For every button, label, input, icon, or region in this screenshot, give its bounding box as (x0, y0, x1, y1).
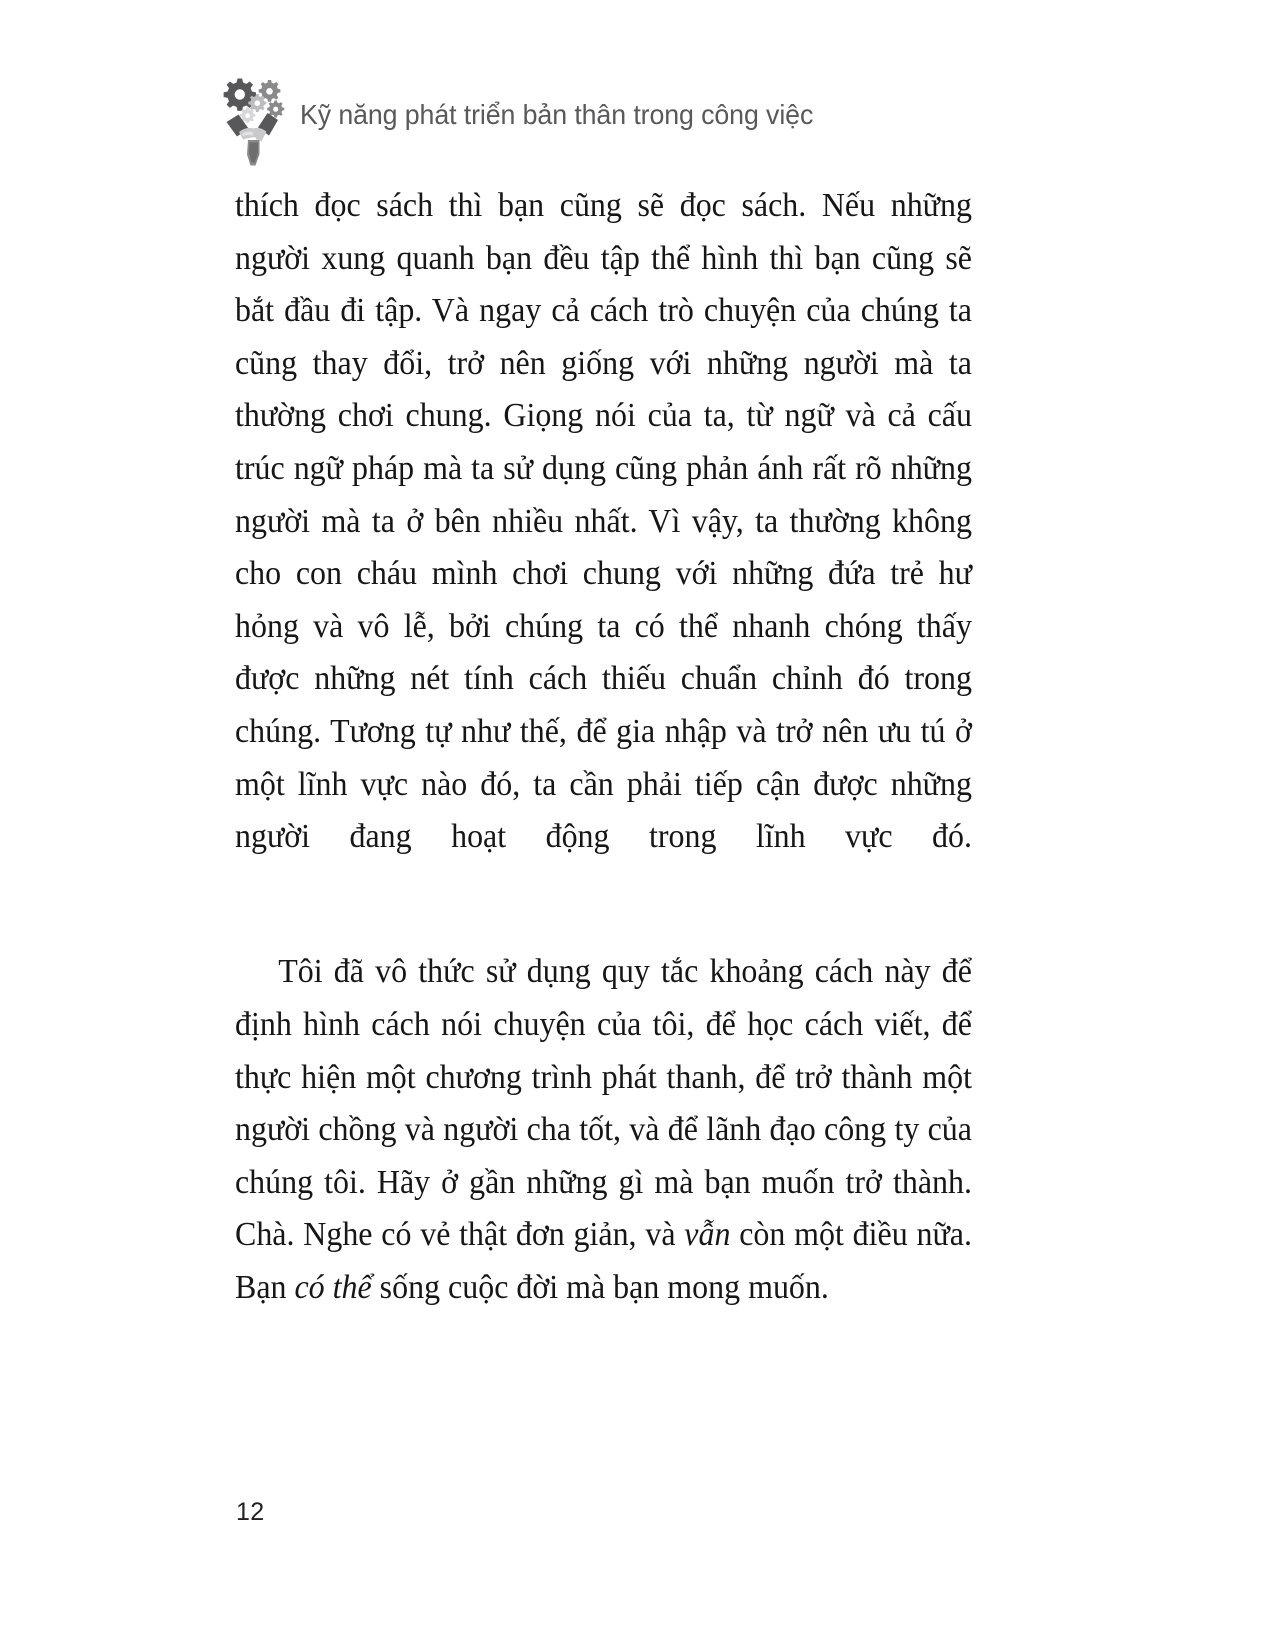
running-header-title: Kỹ năng phát triển bản thân trong công việc (300, 99, 814, 130)
paragraph-1: thích đọc sách thì bạn cũng sẽ đọc sách. Nếu những người xung quanh bạn đều tập thể hình thì bạn cũng sẽ bắt đầu đi tập. Và ngay cả cách trò chuyện của chúng ta cũng thay đổi, trở nên giống với những người mà ta thường chơi chung. Giọng nói của ta, từ ngữ và cả cấu trúc ngữ pháp mà ta sử dụng cũng phản ánh rất rõ những người mà ta ở bên nhiều nhất. Vì vậy, ta thường không cho con cháu mình chơi chung với những đứa trẻ hư hỏng và vô lễ, bởi chúng ta có thể nhanh chóng thấy được những nét tính cách thiếu chuẩn chỉnh đó trong chúng. Tương tự như thế, để gia nhập và trở nên ưu tú ở một lĩnh vực nào đó, ta cần phải tiếp cận được những người đang hoạt động trong lĩnh vực đó. (235, 187, 972, 856)
paragraph-2: Tôi đã vô thức sử dụng quy tắc khoảng cách này để định hình cách nói chuyện của tôi, để học cách viết, để thực hiện một chương trình phát thanh, để trở thành một người chồng và người cha tốt, và để lãnh đạo công ty của chúng tôi. Hãy ở gần những gì mà bạn muốn trở thành. Chà. Nghe có vẻ thật đơn giản, và vẫn còn một điều nữa. Bạn có thể sống cuộc đời mà bạn mong muốn. (235, 953, 972, 1306)
emphasised-text: vẫn (684, 1216, 731, 1254)
gears-handshake-logo-icon (215, 70, 293, 166)
body-text-block (235, 180, 972, 1314)
running-header (215, 68, 1075, 168)
page-number: 12 (236, 1498, 265, 1526)
emphasised-text: có thể (294, 1268, 372, 1306)
